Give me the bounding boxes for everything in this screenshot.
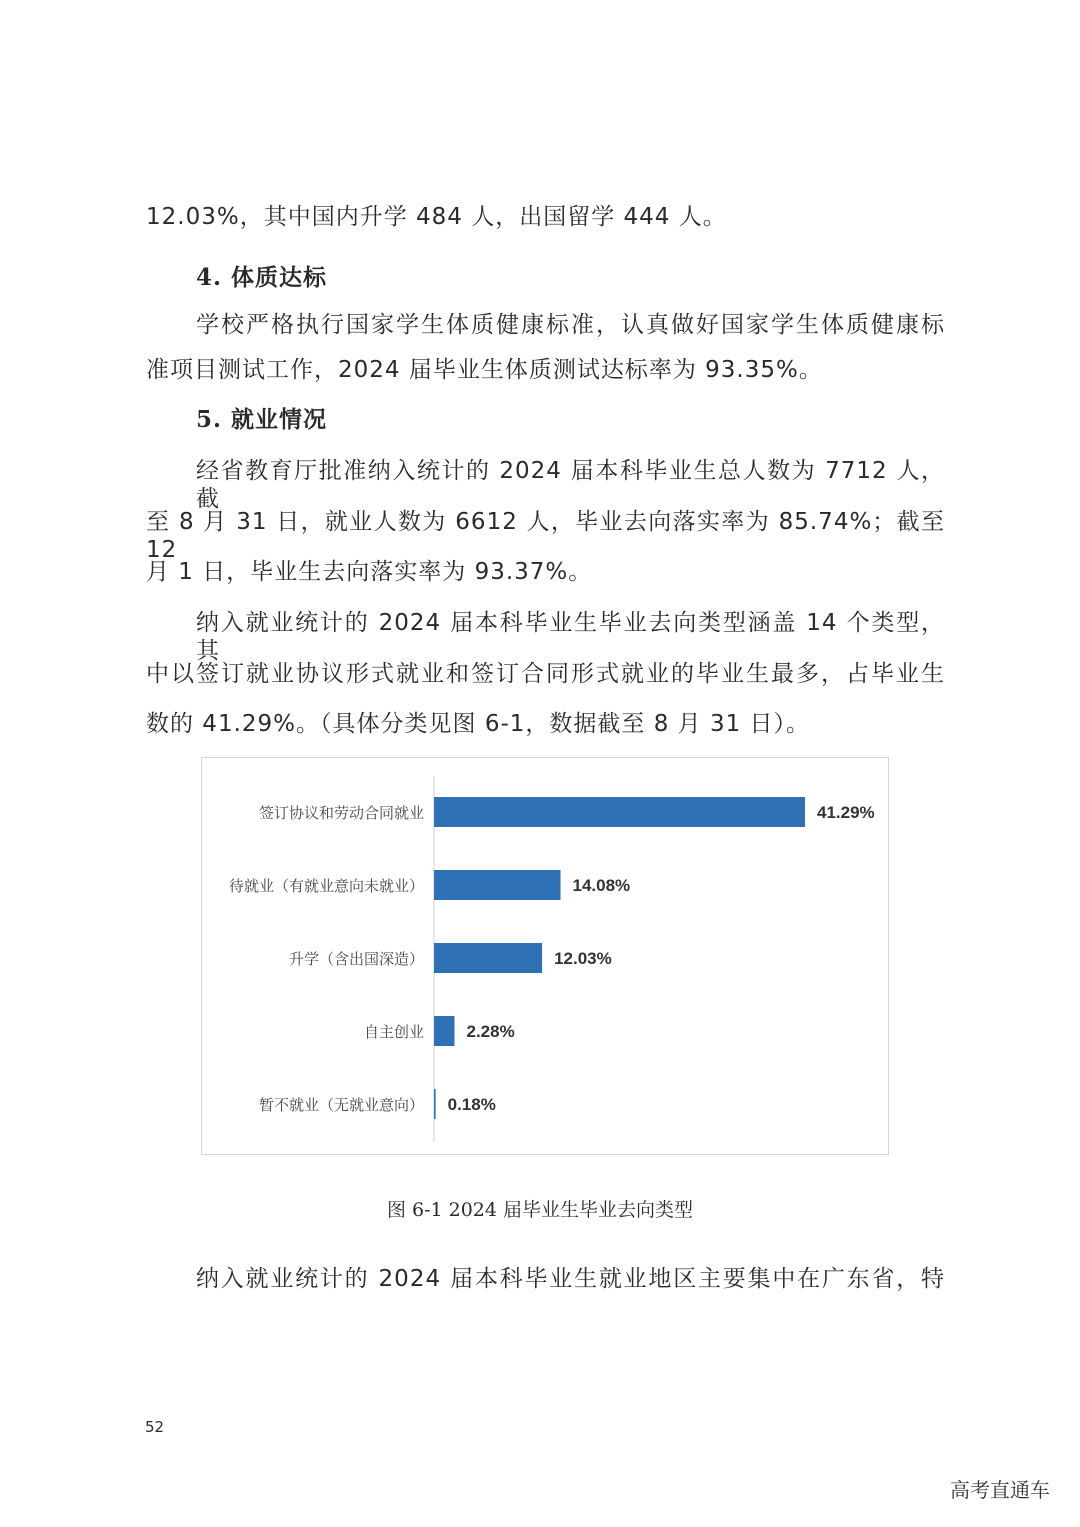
text-line: 经省教育厅批准纳入统计的 2024 届本科毕业生总人数为 7712 人，截: [196, 458, 945, 512]
text-line: 月 1 日，毕业生去向落实率为 93.37%。: [146, 559, 593, 585]
data-label: 2.28%: [466, 1022, 515, 1041]
text-line: 准项目测试工作，2024 届毕业生体质测试达标率为 93.35%。: [146, 357, 823, 383]
data-label: 14.08%: [572, 876, 631, 895]
data-label: 0.18%: [447, 1095, 496, 1114]
text-line: 数的 41.29%。（具体分类见图 6-1，数据截至 8 月 31 日）。: [146, 711, 811, 737]
bar: [434, 1089, 436, 1119]
destination-bar-chart: [201, 757, 889, 1155]
category-label: 签订协议和劳动合同就业: [258, 804, 424, 822]
text-line: 至 8 月 31 日，就业人数为 6612 人，毕业去向落实率为 85.74%；截至 12: [146, 509, 945, 563]
text-line: 12.03%，其中国内升学 484 人，出国留学 444 人。: [146, 204, 727, 230]
category-label: 待就业（有就业意向未就业）: [228, 877, 424, 895]
section-heading-employment: 5. 就业情况: [196, 406, 328, 433]
category-label: 暂不就业（无就业意向）: [258, 1096, 424, 1114]
category-label: 自主创业: [363, 1023, 424, 1041]
text-line: 学校严格执行国家学生体质健康标准，认真做好国家学生体质健康标: [196, 312, 945, 338]
watermark: 高考直通车: [950, 1478, 1050, 1502]
data-label: 12.03%: [554, 949, 612, 968]
page-number: 52: [145, 1418, 165, 1436]
bar: [434, 943, 542, 973]
text-line: 纳入就业统计的 2024 届本科毕业生就业地区主要集中在广东省，特: [196, 1266, 945, 1292]
chart-svg: [202, 758, 888, 1154]
category-label: 升学（含出国深造）: [288, 950, 424, 968]
section-heading-physical-fitness: 4. 体质达标: [196, 264, 328, 291]
text-line: 纳入就业统计的 2024 届本科毕业生毕业去向类型涵盖 14 个类型，其: [196, 610, 945, 664]
bar: [434, 797, 805, 827]
figure-caption: 图 6-1 2024 届毕业生毕业去向类型: [386, 1199, 694, 1221]
data-label: 41.29%: [817, 803, 875, 822]
bar: [434, 1016, 454, 1046]
text-line: 中以签订就业协议形式就业和签订合同形式就业的毕业生最多，占毕业生: [146, 661, 945, 687]
bar: [434, 870, 561, 900]
